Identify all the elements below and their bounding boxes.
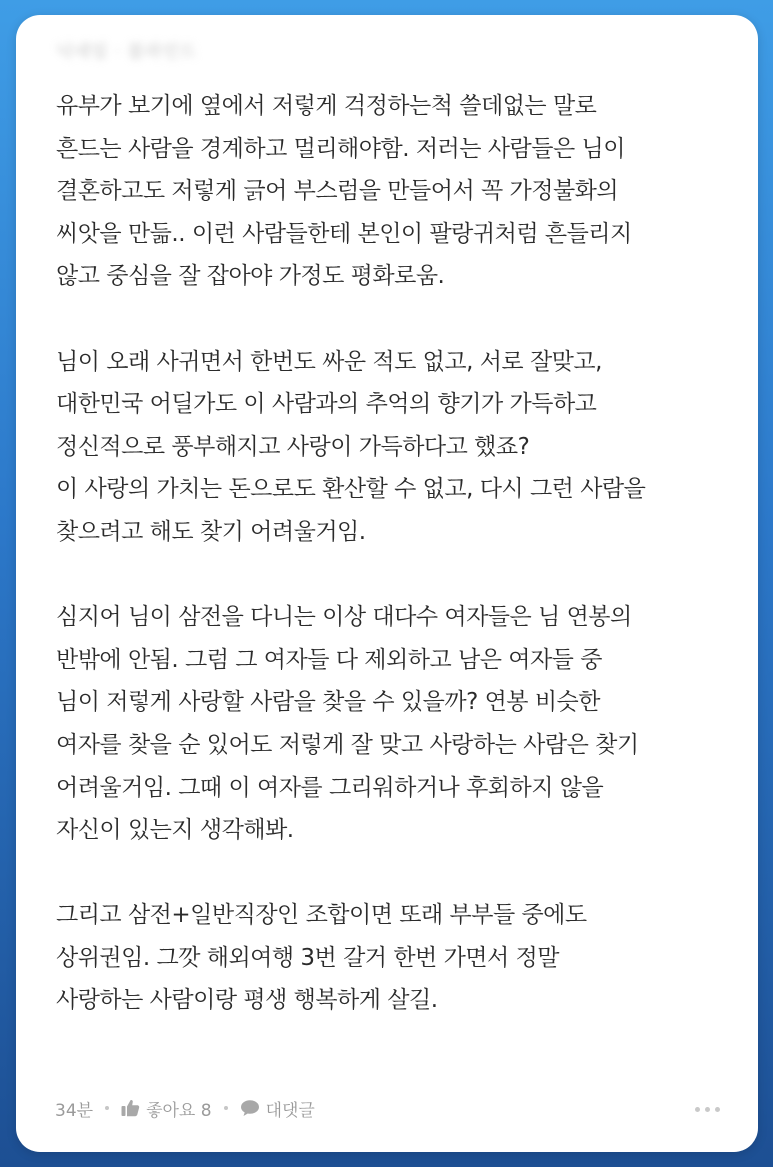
paragraph-gap [56,298,746,341]
speech-bubble-icon [240,1099,260,1117]
like-count-label: 좋아요 8 [146,1100,212,1121]
comment-card [16,15,758,1152]
comment-line: 반밖에 안됨. 그럼 그 여자들 다 제외하고 남은 여자들 중 [56,646,602,673]
author-name-blurred: 닉네임 · 블라인드 [56,42,198,62]
comment-line: 님이 오래 사귀면서 한번도 싸운 적도 없고, 서로 잘맞고, [56,348,602,375]
reply-label: 대댓글 [265,1100,315,1121]
comment-line: 찾으려고 해도 찾기 어려울거임. [56,518,366,545]
reply-button[interactable] [240,1096,315,1121]
more-dot [705,1107,710,1112]
comment-line: 흔드는 사람을 경계하고 멀리해야함. 저러는 사람들은 님이 [56,135,625,162]
comment-line: 결혼하고도 저렇게 긁어 부스럼을 만들어서 꼭 가정불화의 [56,178,619,205]
comment-time: 34분 [55,1100,94,1121]
comment-line: 정신적으로 풍부해지고 사랑이 가득하다고 했죠? [56,433,530,460]
comment-line: 상위권임. 그깟 해외여행 3번 갈거 한번 가면서 정말 [56,944,559,971]
comment-line: 사랑하는 사람이랑 평생 행복하게 살길. [56,987,438,1014]
comment-line: 여자를 찾을 순 있어도 저렇게 잘 맞고 사랑하는 사람은 찾기 [56,731,639,758]
comment-line: 어려울거임. 그때 이 여자를 그리워하거나 후회하지 않을 [56,774,604,801]
paragraph-gap [56,554,746,597]
comment-meta [55,1095,315,1121]
comment-line: 이 사랑의 가치는 돈으로도 환산할 수 없고, 다시 그런 사람을 [56,476,646,503]
comment-body [56,85,746,1022]
comment-line: 님이 저렇게 사랑할 사람을 찾을 수 있을까? 연봉 비슷한 [56,689,600,716]
thumbs-up-icon [121,1099,140,1117]
separator-dot [105,1106,109,1110]
more-dot [695,1107,700,1112]
like-button[interactable] [121,1096,212,1121]
separator-dot [224,1106,228,1110]
comment-line: 심지어 님이 삼전을 다니는 이상 대다수 여자들은 님 연봉의 [56,604,632,631]
comment-line: 대한민국 어딜가도 이 사람과의 추억의 향기가 가득하고 [56,391,597,418]
comment-line: 자신이 있는지 생각해봐. [56,817,294,844]
more-dots-icon[interactable] [695,1107,720,1112]
paragraph-gap [56,852,746,895]
comment-line: 그리고 삼전+일반직장인 조합이면 또래 부부들 중에도 [56,902,587,929]
more-dot [715,1107,720,1112]
comment-line: 않고 중심을 잘 잡아야 가정도 평화로움. [56,263,445,290]
comment-line: 씨앗을 만듦.. 이런 사람들한테 본인이 팔랑귀처럼 흔들리지 [56,220,632,247]
comment-line: 유부가 보기에 옆에서 저렇게 걱정하는척 쓸데없는 말로 [56,93,597,119]
